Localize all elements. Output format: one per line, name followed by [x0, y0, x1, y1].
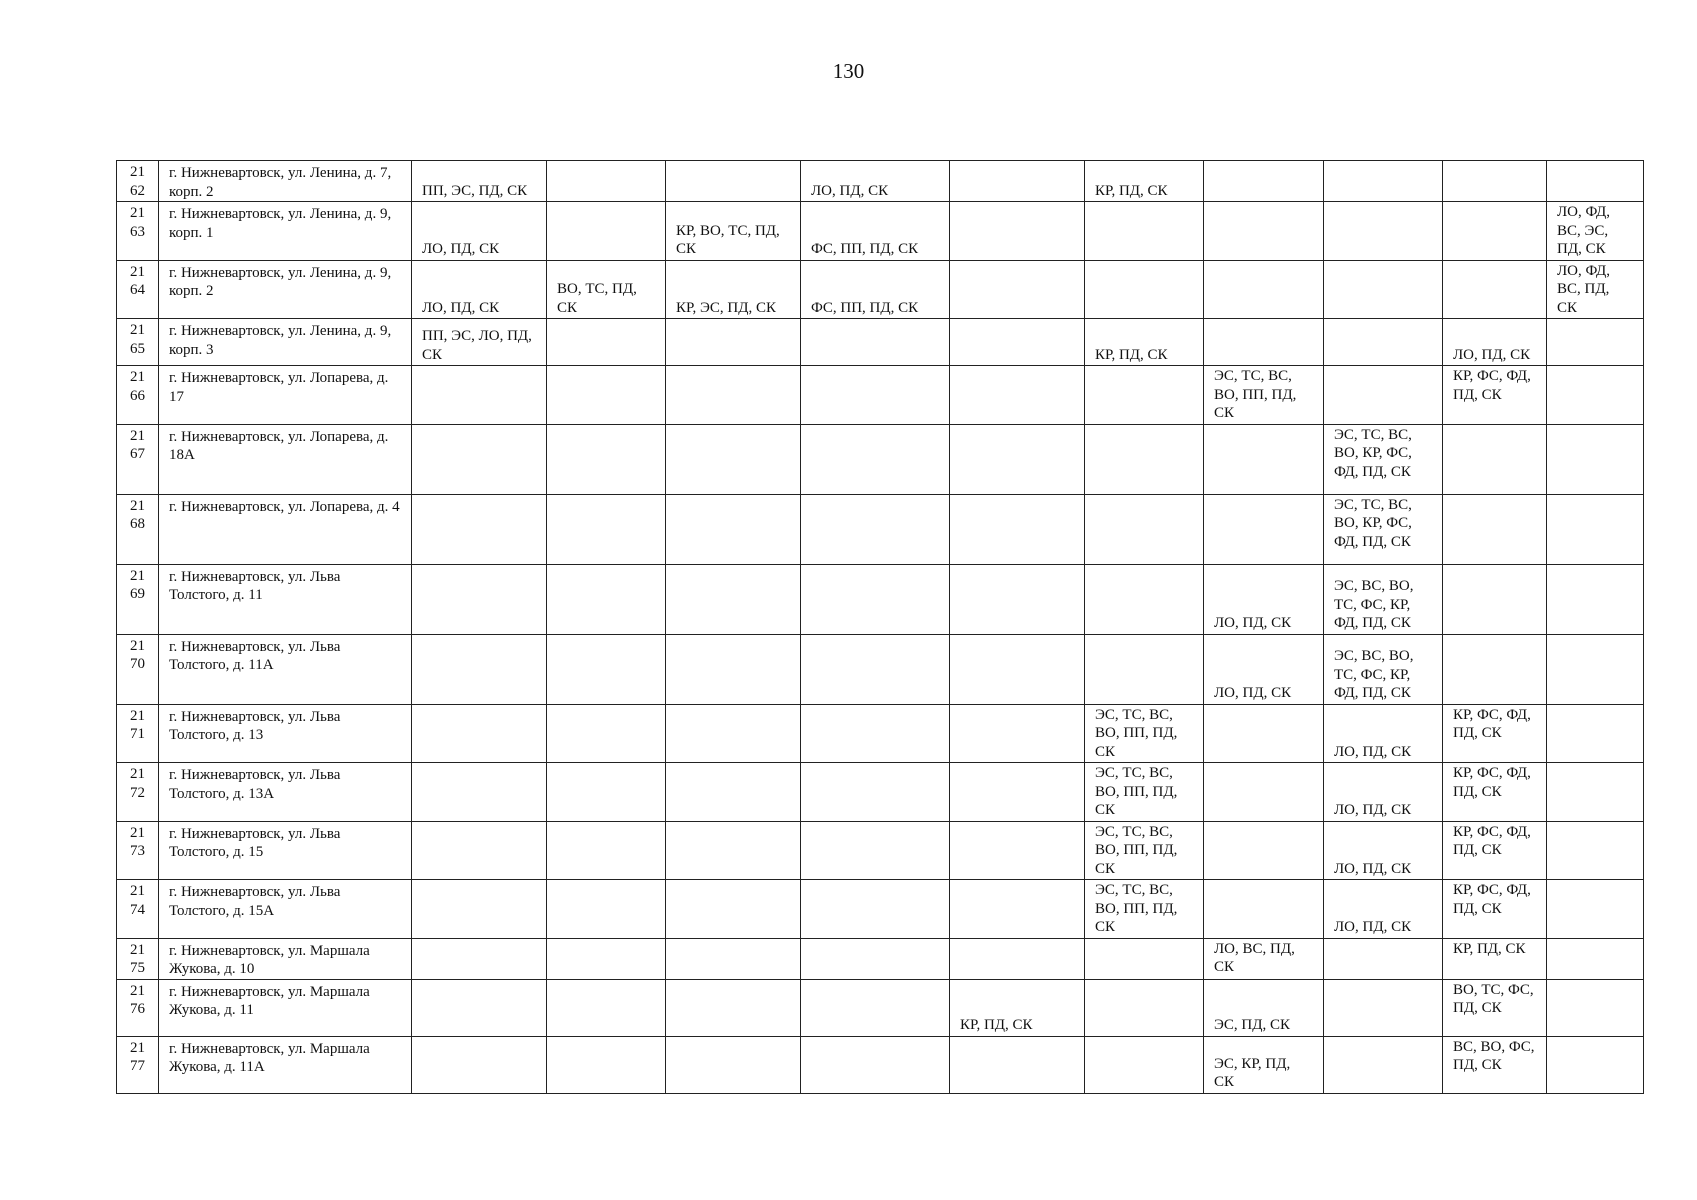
work-code-cell	[547, 763, 666, 822]
table-body	[117, 161, 1644, 1094]
work-code-cell	[950, 938, 1085, 979]
work-code-cell	[801, 704, 950, 763]
work-code-cell: ЭС, ТС, ВС, ВО, КР, ФС, ФД, ПД, СК	[1324, 424, 1443, 494]
work-code-cell: ЛО, ПД, СК	[1324, 704, 1443, 763]
row-number-top: 21	[130, 637, 145, 654]
row-number-top: 21	[130, 369, 145, 385]
table-row	[117, 366, 1644, 425]
work-code-cell	[1547, 880, 1644, 939]
work-code-cell	[1324, 319, 1443, 366]
row-number	[117, 880, 159, 939]
row-number-bottom: 72	[130, 784, 145, 801]
work-code-cell	[547, 424, 666, 494]
table-row	[117, 319, 1644, 366]
work-code-cell: КР, ПД, СК	[950, 979, 1085, 1036]
work-code-cell: КР, ФС, ФД, ПД, СК	[1443, 704, 1547, 763]
work-code-cell: ЭС, ТС, ВС, ВО, ПП, ПД, СК	[1204, 366, 1324, 425]
work-code-cell	[801, 366, 950, 425]
row-number-bottom: 66	[130, 387, 145, 404]
work-code-cell	[1547, 821, 1644, 880]
row-number-bottom: 67	[130, 446, 145, 462]
address-cell: г. Нижневартовск, ул. Лопарева, д. 18А	[159, 424, 412, 494]
work-code-cell	[801, 763, 950, 822]
work-code-cell	[412, 424, 547, 494]
address-cell: г. Нижневартовск, ул. Льва Толстого, д. 15А	[159, 880, 412, 939]
work-code-cell	[666, 1036, 801, 1093]
work-code-cell: ВО, ТС, ФС, ПД, СК	[1443, 979, 1547, 1036]
work-code-cell: ЛО, ФД, ВС, ПД, СК	[1547, 260, 1644, 319]
work-code-cell	[1204, 319, 1324, 366]
row-number-bottom: 74	[130, 901, 145, 918]
row-number	[117, 424, 159, 494]
work-code-cell	[1085, 260, 1204, 319]
work-code-cell	[547, 319, 666, 366]
work-code-cell	[412, 880, 547, 939]
work-code-cell: ЭС, ТС, ВС, ВО, ПП, ПД, СК	[1085, 704, 1204, 763]
work-code-cell	[1204, 260, 1324, 319]
work-code-cell	[950, 161, 1085, 202]
work-code-cell	[950, 763, 1085, 822]
work-code-cell: ЛО, ПД, СК	[412, 202, 547, 261]
work-code-cell	[1085, 1036, 1204, 1093]
work-code-cell	[801, 494, 950, 564]
work-code-cell	[1204, 424, 1324, 494]
row-number-top: 21	[130, 824, 145, 841]
work-code-cell	[801, 424, 950, 494]
work-code-cell: КР, ВО, ТС, ПД, СК	[666, 202, 801, 261]
row-number	[117, 161, 159, 202]
work-code-cell	[1443, 494, 1547, 564]
work-code-cell: КР, ФС, ФД, ПД, СК	[1443, 366, 1547, 425]
work-code-cell	[950, 880, 1085, 939]
work-code-cell	[1547, 634, 1644, 704]
work-code-cell	[666, 880, 801, 939]
work-code-cell	[1443, 161, 1547, 202]
work-code-cell	[1547, 319, 1644, 366]
work-code-cell: ЭС, ВС, ВО, ТС, ФС, КР, ФД, ПД, СК	[1324, 564, 1443, 634]
work-code-cell	[801, 1036, 950, 1093]
row-number	[117, 1036, 159, 1093]
row-number-top: 21	[130, 883, 145, 899]
work-code-cell: ЭС, ТС, ВС, ВО, КР, ФС, ФД, ПД, СК	[1324, 494, 1443, 564]
work-code-cell	[950, 366, 1085, 425]
work-code-cell	[666, 704, 801, 763]
work-code-cell	[1324, 938, 1443, 979]
work-code-cell	[547, 1036, 666, 1093]
work-code-cell	[801, 821, 950, 880]
row-number	[117, 366, 159, 425]
work-code-cell	[950, 319, 1085, 366]
work-code-cell	[412, 494, 547, 564]
row-number	[117, 319, 159, 366]
work-code-cell	[666, 564, 801, 634]
work-code-cell	[950, 821, 1085, 880]
row-number-bottom: 71	[130, 726, 145, 742]
row-number-top: 21	[130, 941, 145, 958]
row-number-top: 21	[130, 1039, 145, 1056]
work-code-cell	[1085, 202, 1204, 261]
work-code-cell	[547, 704, 666, 763]
table-row	[117, 979, 1644, 1036]
row-number-top: 21	[130, 205, 145, 221]
row-number	[117, 564, 159, 634]
row-number-top: 21	[130, 497, 145, 514]
work-code-cell	[412, 938, 547, 979]
work-code-cell	[1085, 564, 1204, 634]
work-code-cell	[547, 938, 666, 979]
work-code-cell	[950, 494, 1085, 564]
work-code-cell: ЛО, ПД, СК	[1324, 880, 1443, 939]
work-code-cell	[1085, 424, 1204, 494]
row-number	[117, 763, 159, 822]
work-code-cell	[547, 564, 666, 634]
row-number-top: 21	[130, 766, 145, 782]
page-number: 130	[832, 59, 865, 83]
work-code-cell	[547, 634, 666, 704]
table-row	[117, 494, 1644, 564]
work-code-cell	[666, 938, 801, 979]
work-code-cell	[950, 634, 1085, 704]
work-code-cell	[1085, 366, 1204, 425]
row-number-bottom: 63	[130, 223, 145, 240]
work-code-cell: ЭС, ТС, ВС, ВО, ПП, ПД, СК	[1085, 821, 1204, 880]
row-number	[117, 821, 159, 880]
work-code-cell	[1547, 494, 1644, 564]
row-number-top: 21	[130, 427, 145, 444]
work-code-cell	[547, 494, 666, 564]
table-row	[117, 564, 1644, 634]
work-code-cell	[1324, 161, 1443, 202]
address-cell: г. Нижневартовск, ул. Льва Толстого, д. 11	[159, 564, 412, 634]
work-code-cell	[547, 821, 666, 880]
work-code-cell	[1443, 564, 1547, 634]
address-cell: г. Нижневартовск, ул. Льва Толстого, д. 13А	[159, 763, 412, 822]
row-number-top: 21	[130, 322, 145, 338]
work-code-cell: ФС, ПП, ПД, СК	[801, 260, 950, 319]
work-code-cell	[547, 880, 666, 939]
row-number-bottom: 62	[130, 182, 145, 199]
row-number-top: 21	[130, 982, 145, 999]
row-number-bottom: 64	[130, 282, 145, 298]
work-code-cell: ФС, ПП, ПД, СК	[801, 202, 950, 261]
work-code-cell	[412, 1036, 547, 1093]
work-code-cell	[1443, 634, 1547, 704]
row-number-bottom: 68	[130, 516, 145, 532]
work-code-cell	[1547, 1036, 1644, 1093]
work-code-cell	[547, 161, 666, 202]
work-code-cell	[1324, 260, 1443, 319]
work-code-cell	[1204, 202, 1324, 261]
row-number	[117, 260, 159, 319]
work-code-cell	[412, 366, 547, 425]
work-code-cell: КР, ПД, СК	[1085, 319, 1204, 366]
work-code-cell	[950, 424, 1085, 494]
row-number-bottom: 70	[130, 656, 145, 672]
work-code-cell	[547, 366, 666, 425]
work-code-cell	[1547, 938, 1644, 979]
table-row	[117, 763, 1644, 822]
work-code-cell	[666, 763, 801, 822]
work-code-cell: ЛО, ПД, СК	[1324, 763, 1443, 822]
work-code-cell: ЛО, ПД, СК	[412, 260, 547, 319]
work-code-cell: ПП, ЭС, ПД, СК	[412, 161, 547, 202]
work-code-cell: КР, ПД, СК	[1085, 161, 1204, 202]
work-code-cell	[1204, 494, 1324, 564]
row-number-bottom: 69	[130, 586, 145, 602]
work-code-cell	[547, 979, 666, 1036]
row-number	[117, 979, 159, 1036]
work-code-cell	[801, 319, 950, 366]
work-code-cell: ЭС, ТС, ВС, ВО, ПП, ПД, СК	[1085, 880, 1204, 939]
work-code-cell	[1204, 161, 1324, 202]
table-row	[117, 880, 1644, 939]
row-number	[117, 634, 159, 704]
work-code-cell: ВО, ТС, ПД, СК	[547, 260, 666, 319]
work-code-cell	[801, 938, 950, 979]
work-code-cell	[1324, 202, 1443, 261]
work-code-cell	[1547, 979, 1644, 1036]
address-cell: г. Нижневартовск, ул. Льва Толстого, д. 13	[159, 704, 412, 763]
work-code-cell	[1443, 424, 1547, 494]
work-code-cell	[666, 634, 801, 704]
table-row	[117, 1036, 1644, 1093]
work-code-cell	[801, 634, 950, 704]
work-code-cell: ЛО, ПД, СК	[801, 161, 950, 202]
table-row	[117, 634, 1644, 704]
work-code-cell	[412, 564, 547, 634]
work-code-cell: КР, ЭС, ПД, СК	[666, 260, 801, 319]
work-code-cell	[412, 634, 547, 704]
table-row	[117, 704, 1644, 763]
work-code-cell	[950, 704, 1085, 763]
work-code-cell: КР, ПД, СК	[1443, 938, 1547, 979]
work-code-cell	[1085, 938, 1204, 979]
row-number-bottom: 65	[130, 340, 145, 357]
work-code-cell	[801, 564, 950, 634]
work-code-cell	[1547, 763, 1644, 822]
work-code-cell	[950, 260, 1085, 319]
work-code-cell: ЭС, ВС, ВО, ТС, ФС, КР, ФД, ПД, СК	[1324, 634, 1443, 704]
address-cell: г. Нижневартовск, ул. Маршала Жукова, д. 11А	[159, 1036, 412, 1093]
row-number-top: 21	[130, 567, 145, 584]
work-code-cell: КР, ФС, ФД, ПД, СК	[1443, 763, 1547, 822]
address-cell: г. Нижневартовск, ул. Маршала Жукова, д. 10	[159, 938, 412, 979]
row-number	[117, 938, 159, 979]
address-cell: г. Нижневартовск, ул. Лопарева, д. 17	[159, 366, 412, 425]
work-code-cell: ЛО, ПД, СК	[1204, 634, 1324, 704]
address-cell: г. Нижневартовск, ул. Ленина, д. 7, корп. 2	[159, 161, 412, 202]
work-code-cell	[1547, 366, 1644, 425]
table-row	[117, 260, 1644, 319]
work-code-cell	[950, 202, 1085, 261]
work-code-cell: ПП, ЭС, ЛО, ПД, СК	[412, 319, 547, 366]
work-code-cell	[1204, 821, 1324, 880]
work-code-cell	[666, 494, 801, 564]
work-code-cell	[666, 366, 801, 425]
table-row	[117, 821, 1644, 880]
address-cell: г. Нижневартовск, ул. Маршала Жукова, д. 11	[159, 979, 412, 1036]
work-code-cell	[801, 979, 950, 1036]
work-code-cell	[666, 979, 801, 1036]
work-code-cell	[666, 821, 801, 880]
work-code-cell	[1324, 366, 1443, 425]
work-code-cell: ЛО, ФД, ВС, ЭС, ПД, СК	[1547, 202, 1644, 261]
work-code-cell	[950, 564, 1085, 634]
work-code-cell	[412, 821, 547, 880]
address-cell: г. Нижневартовск, ул. Ленина, д. 9, корп. 3	[159, 319, 412, 366]
row-number-top: 21	[130, 164, 145, 180]
work-code-cell: ЛО, ПД, СК	[1204, 564, 1324, 634]
work-code-cell: ВС, ВО, ФС, ПД, СК	[1443, 1036, 1547, 1093]
address-cell: г. Нижневартовск, ул. Льва Толстого, д. 11А	[159, 634, 412, 704]
work-code-cell: ЭС, ТС, ВС, ВО, ПП, ПД, СК	[1085, 763, 1204, 822]
work-code-cell	[1443, 202, 1547, 261]
work-code-cell	[1085, 494, 1204, 564]
address-cell: г. Нижневартовск, ул. Ленина, д. 9, корп. 2	[159, 260, 412, 319]
row-number	[117, 494, 159, 564]
work-code-cell	[1204, 763, 1324, 822]
address-cell: г. Нижневартовск, ул. Льва Толстого, д. 15	[159, 821, 412, 880]
work-code-cell: ЭС, КР, ПД, СК	[1204, 1036, 1324, 1093]
schedule-table	[116, 160, 1644, 1094]
row-number-bottom: 76	[130, 1001, 145, 1017]
work-code-cell: ЭС, ПД, СК	[1204, 979, 1324, 1036]
work-code-cell	[666, 319, 801, 366]
work-code-cell	[1547, 564, 1644, 634]
work-code-cell	[1204, 704, 1324, 763]
work-code-cell	[1085, 979, 1204, 1036]
work-code-cell	[801, 880, 950, 939]
table-row	[117, 202, 1644, 261]
table-row	[117, 161, 1644, 202]
work-code-cell	[950, 1036, 1085, 1093]
work-code-cell	[412, 979, 547, 1036]
work-code-cell: КР, ФС, ФД, ПД, СК	[1443, 880, 1547, 939]
table-row	[117, 938, 1644, 979]
row-number-top: 21	[130, 263, 145, 280]
row-number	[117, 704, 159, 763]
work-code-cell	[412, 763, 547, 822]
row-number-top: 21	[130, 707, 145, 724]
row-number	[117, 202, 159, 261]
table-row	[117, 424, 1644, 494]
work-code-cell	[1324, 1036, 1443, 1093]
work-code-cell	[1085, 634, 1204, 704]
work-code-cell: ЛО, ВС, ПД, СК	[1204, 938, 1324, 979]
work-code-cell	[1547, 161, 1644, 202]
work-code-cell	[1204, 880, 1324, 939]
work-code-cell	[1324, 979, 1443, 1036]
work-code-cell	[1547, 704, 1644, 763]
work-code-cell	[547, 202, 666, 261]
work-code-cell	[666, 424, 801, 494]
work-code-cell	[1547, 424, 1644, 494]
row-number-bottom: 77	[130, 1058, 145, 1074]
work-code-cell: ЛО, ПД, СК	[1443, 319, 1547, 366]
address-cell: г. Нижневартовск, ул. Ленина, д. 9, корп. 1	[159, 202, 412, 261]
work-code-cell	[1443, 260, 1547, 319]
work-code-cell: КР, ФС, ФД, ПД, СК	[1443, 821, 1547, 880]
row-number-bottom: 73	[130, 843, 145, 859]
address-cell: г. Нижневартовск, ул. Лопарева, д. 4	[159, 494, 412, 564]
work-code-cell: ЛО, ПД, СК	[1324, 821, 1443, 880]
row-number-bottom: 75	[130, 960, 145, 976]
work-code-cell	[412, 704, 547, 763]
work-code-cell	[666, 161, 801, 202]
